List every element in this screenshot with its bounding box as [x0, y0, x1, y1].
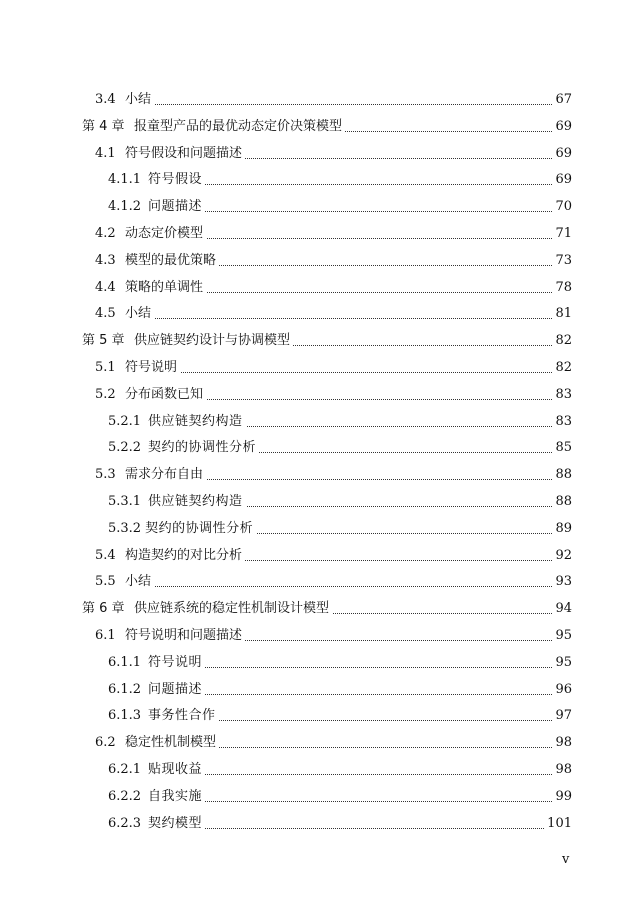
- toc-entry-sub[interactable]: [0, 785, 638, 809]
- toc-entry-title: 稳定性机制模型: [125, 735, 217, 751]
- toc-entry-title: 事务性合作: [148, 708, 216, 724]
- toc-entry-label: [108, 172, 205, 188]
- toc-entry-section[interactable]: [0, 88, 638, 112]
- toc-entry-sub[interactable]: [0, 490, 638, 514]
- toc-entry-section[interactable]: [0, 731, 638, 755]
- toc-entry-page: 83: [552, 414, 572, 430]
- toc-entry-number: 5.3.1: [108, 494, 142, 509]
- toc-entry-number: 3.4: [95, 92, 116, 107]
- toc-entry-number: 4.4: [95, 279, 116, 295]
- toc-entry-page: 69: [552, 172, 572, 188]
- toc-entry-number: 5.2.2: [108, 440, 142, 456]
- toc-entry-title: 自我实施: [148, 788, 203, 804]
- toc-entry-title: 报童型产品的最优动态定价决策模型: [134, 118, 343, 134]
- toc-entry-sub[interactable]: [0, 410, 638, 434]
- toc-entry-title: 小结: [125, 306, 152, 322]
- toc-entry-number: 4.3: [95, 252, 116, 268]
- toc-entry-number: 5.5: [95, 574, 116, 590]
- toc-entry-title: 贴现收益: [148, 762, 203, 777]
- toc-entry-section[interactable]: [0, 463, 638, 487]
- toc-entry-page: 70: [552, 199, 572, 215]
- toc-entry-title: 契约的协调性分析: [148, 440, 257, 456]
- toc-entry-sub[interactable]: [0, 168, 638, 192]
- dot-leader: [120, 104, 554, 105]
- toc-entry-title: 符号假设和问题描述: [125, 145, 243, 161]
- toc-entry-page: 69: [552, 146, 572, 162]
- toc-entry-label: [108, 762, 205, 778]
- toc-entry-section[interactable]: [0, 570, 638, 594]
- toc-entry-title: 符号假设: [148, 172, 203, 188]
- toc-entry-label: [95, 360, 180, 376]
- toc-entry-page: 95: [552, 628, 572, 644]
- toc-entry-page: 98: [552, 735, 572, 751]
- toc-entry-page: 67: [552, 92, 572, 108]
- toc-entry-number: 6.1.1: [108, 654, 142, 670]
- toc-entry-page: 69: [552, 119, 572, 135]
- toc-entry-page: 94: [552, 601, 572, 617]
- toc-entry-number: 6.2.3: [108, 815, 142, 831]
- toc-entry-page: 101: [544, 816, 572, 832]
- dot-leader: [120, 586, 554, 587]
- toc-entry-number: 6.2.1: [108, 762, 142, 777]
- toc-entry-chapter[interactable]: [0, 115, 638, 139]
- toc-entry-number: 第 5 章: [82, 333, 125, 349]
- toc-entry-number: 5.3: [95, 467, 116, 483]
- toc-entry-title: 问题描述: [148, 681, 203, 697]
- toc-entry-label: [108, 494, 246, 510]
- toc-entry-label: [95, 146, 245, 162]
- toc-entry-number: 4.1.2: [108, 199, 142, 215]
- toc-entry-page: 81: [552, 306, 572, 322]
- toc-entry-section[interactable]: [0, 142, 638, 166]
- toc-entry-number: 6.1.2: [108, 681, 142, 697]
- toc-entry-title: 小结: [125, 574, 152, 590]
- toc-entry-label: [95, 387, 206, 403]
- toc-entry-label: [108, 521, 256, 537]
- toc-entry-section[interactable]: [0, 302, 638, 326]
- toc-entry-title: 构造契约的对比分析: [125, 547, 243, 563]
- toc-entry-chapter[interactable]: [0, 597, 638, 621]
- toc-entry-label: [108, 789, 205, 805]
- toc-entry-label: [82, 333, 293, 349]
- toc-entry-label: [95, 226, 206, 242]
- toc-entry-number: 5.2.1: [108, 413, 142, 429]
- toc-entry-label: [95, 280, 206, 296]
- toc-entry-title: 动态定价模型: [125, 226, 204, 241]
- toc-entry-title: 符号说明: [148, 654, 203, 670]
- toc-entry-title: 符号说明: [125, 360, 178, 375]
- toc-entry-section[interactable]: [0, 249, 638, 273]
- toc-entry-sub[interactable]: [0, 812, 638, 836]
- toc-entry-title: 需求分布自由: [125, 467, 204, 483]
- page-number-roman: v: [562, 852, 570, 867]
- toc-entry-page: 82: [552, 333, 572, 349]
- toc-entry-label: [108, 682, 205, 698]
- toc-entry-label: [108, 816, 205, 832]
- toc-entry-number: 4.5: [95, 306, 116, 322]
- toc-entry-number: 5.4: [95, 547, 116, 563]
- toc-entry-label: [95, 92, 154, 108]
- toc-entry-section[interactable]: [0, 544, 638, 568]
- toc-entry-label: [95, 574, 154, 590]
- toc-entry-sub[interactable]: [0, 651, 638, 675]
- toc-entry-label: [95, 253, 219, 269]
- toc-entry-section[interactable]: [0, 276, 638, 300]
- toc-entry-title: 供应链契约设计与协调模型: [134, 333, 291, 349]
- toc-entry-title: 供应链契约构造: [148, 413, 243, 429]
- dot-leader: [120, 318, 554, 319]
- toc-entry-section[interactable]: [0, 222, 638, 246]
- toc-entry-page: 83: [552, 387, 572, 403]
- dot-leader: [120, 372, 554, 373]
- toc-entry-section[interactable]: [0, 356, 638, 380]
- toc-entry-label: [95, 628, 245, 644]
- toc-entry-page: 97: [552, 708, 572, 724]
- toc-entry-page: 71: [552, 226, 572, 242]
- toc-entry-page: 89: [552, 521, 572, 537]
- toc-entry-sub[interactable]: [0, 195, 638, 219]
- toc-entry-label: [95, 467, 206, 483]
- toc-entry-title: 契约的协调性分析: [145, 520, 254, 536]
- toc-entry-number: 4.1: [95, 145, 116, 161]
- toc-entry-label: [108, 199, 205, 215]
- toc-entry-sub[interactable]: [0, 436, 638, 460]
- toc-entry-number: 6.2: [95, 735, 116, 751]
- toc-entry-label: [82, 601, 332, 617]
- toc-entry-page: 82: [552, 360, 572, 376]
- toc-entry-page: 98: [552, 762, 572, 778]
- toc-entry-number: 5.1: [95, 360, 116, 375]
- toc-entry-sub[interactable]: [0, 517, 638, 541]
- toc-entry-sub[interactable]: [0, 704, 638, 728]
- toc-entry-title: 分布函数已知: [125, 386, 204, 402]
- toc-entry-page: 99: [552, 789, 572, 805]
- toc-entry-label: [108, 414, 246, 430]
- toc-entry-label: [108, 440, 259, 456]
- toc-entry-number: 6.1: [95, 628, 116, 643]
- toc-entry-sub[interactable]: [0, 758, 638, 782]
- toc-entry-page: 88: [552, 494, 572, 510]
- toc-entry-page: 95: [552, 655, 572, 671]
- toc-entry-page: 92: [552, 548, 572, 564]
- toc-entry-chapter[interactable]: [0, 329, 638, 353]
- toc-entry-number: 4.2: [95, 226, 116, 241]
- toc-entry-number: 4.1.1: [108, 172, 142, 188]
- toc-entry-title: 策略的单调性: [125, 279, 204, 295]
- toc-entry-number: 6.1.3: [108, 708, 142, 724]
- toc-entry-page: 78: [552, 280, 572, 296]
- toc-entry-number: 第 6 章: [82, 601, 125, 617]
- toc-entry-label: [95, 306, 154, 322]
- toc-entry-page: 73: [552, 253, 572, 269]
- toc-entry-section[interactable]: [0, 383, 638, 407]
- toc-entry-label: [108, 655, 205, 671]
- toc-entry-number: 第 4 章: [82, 118, 125, 134]
- toc-entry-label: [95, 735, 219, 751]
- toc-entry-label: [82, 119, 345, 135]
- toc-entry-page: 85: [552, 440, 572, 456]
- toc-entry-number: 5.3.2: [108, 520, 142, 536]
- toc-entry-sub[interactable]: [0, 678, 638, 702]
- toc-entry-label: [95, 548, 245, 564]
- toc-entry-title: 供应链契约构造: [148, 494, 243, 509]
- toc-entry-page: 93: [552, 574, 572, 590]
- toc-entry-title: 小结: [125, 92, 152, 107]
- toc-entry-label: [108, 708, 219, 724]
- toc-entry-page: 96: [552, 682, 572, 698]
- toc-entry-title: 问题描述: [148, 199, 203, 215]
- toc-entry-page: 88: [552, 467, 572, 483]
- toc-entry-title: 契约模型: [148, 815, 203, 831]
- toc-entry-number: 6.2.2: [108, 788, 142, 804]
- toc-entry-number: 5.2: [95, 386, 116, 402]
- toc-entry-title: 符号说明和问题描述: [125, 628, 243, 643]
- toc-entry-section[interactable]: [0, 624, 638, 648]
- toc-entry-title: 模型的最优策略: [125, 252, 217, 268]
- toc-entry-title: 供应链系统的稳定性机制设计模型: [134, 601, 330, 617]
